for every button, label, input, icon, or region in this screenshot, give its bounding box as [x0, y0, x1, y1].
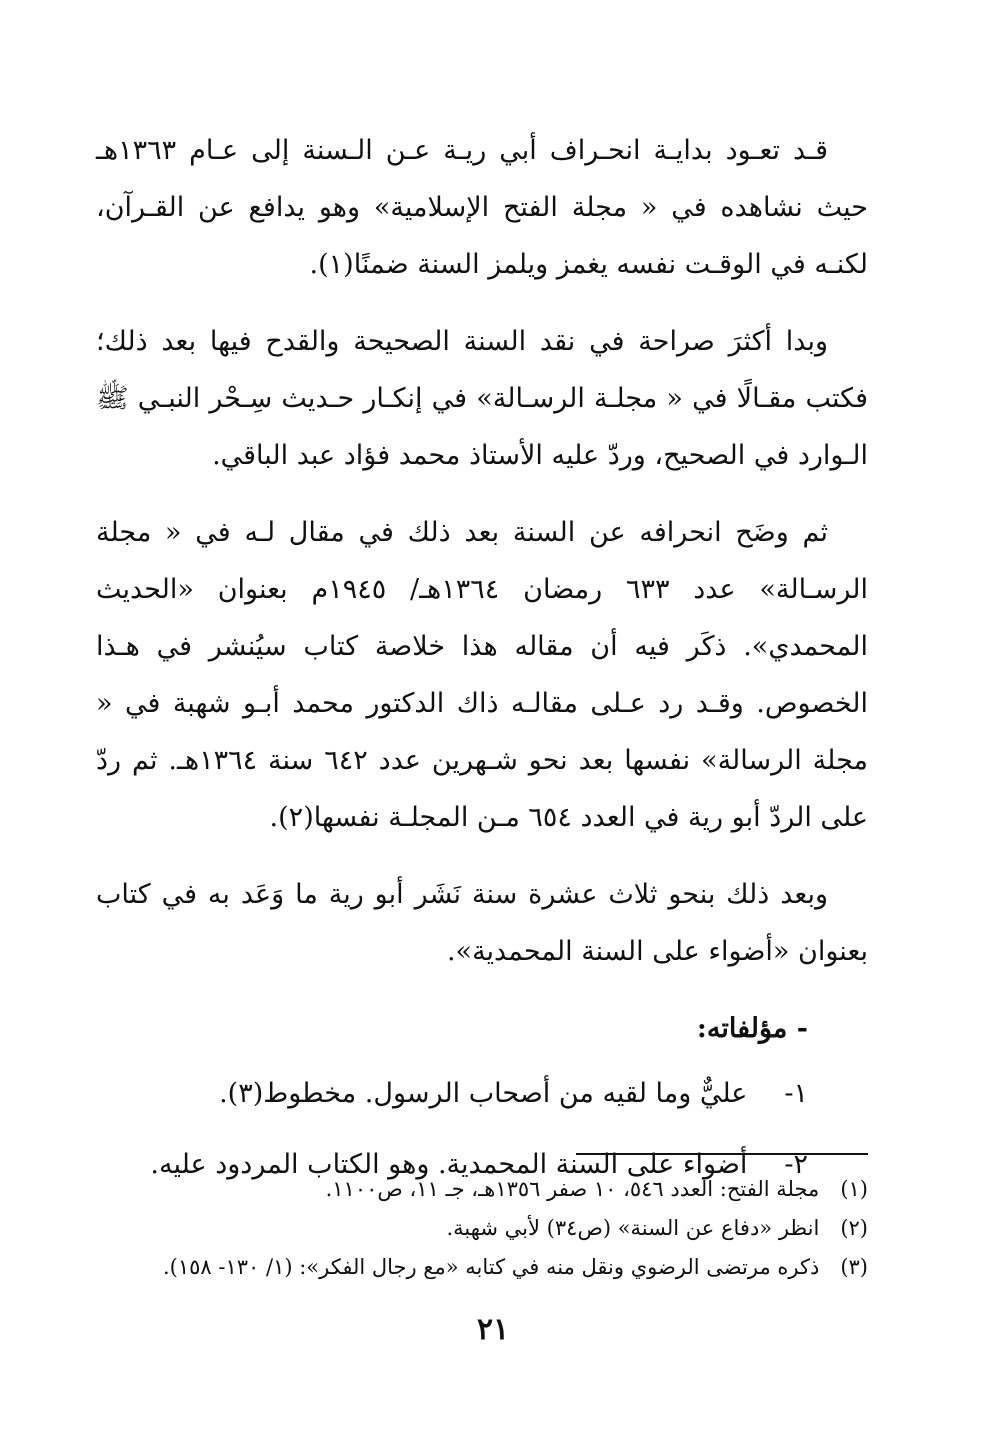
footnote-text: مجلة الفتح: العدد ٥٤٦، ١٠ صفر ١٣٥٦هـ، جـ ١١، ص١١٠٠. [325, 1177, 820, 1201]
page-number: ٢١ [476, 1312, 510, 1347]
footnote-3 [96, 1248, 868, 1287]
works-item-1 [96, 1065, 808, 1122]
footnote-number: (٣) [840, 1255, 868, 1279]
paragraph-4: وبعد ذلك بنحو ثلاث عشرة سنة نَشَر أبو رية ما وَعَد به في كتاب بعنوان «أضواء على السنة المحمدية». [96, 879, 868, 967]
works-item-number: ١- [784, 1078, 808, 1109]
footnote-number: (٢) [840, 1216, 868, 1240]
footnotes [96, 1170, 868, 1287]
footnote-text: ذكره مرتضى الرضوي ونقل منه في كتابه «مع رجال الفكر»: (١/ ١٣٠- ١٥٨). [162, 1255, 820, 1279]
footnote-2 [96, 1209, 868, 1248]
works-item-text: عليٌّ وما لقيه من أصحاب الرسول. مخطوط(٣). [219, 1078, 748, 1109]
paragraph-3: ثم وضَح انحرافه عن السنة بعد ذلك في مقال لـه في « مجلة الرسـالة» عدد ٦٣٣ رمضان ١٣٦٤هـ/ ١٩٤٥م بعنوان «الحديث المحمدي». ذكَر فيه أن مقاله هذا خلاصة كتاب سيُنشر في هـذا الخصوص. وقـد رد عـلى مقالـه ذاك الدكتور محمد أبـو شهبة في « مجلة الرسالة» نفسها بعد نحو شـهرين عدد ٦٤٢ سنة ١٣٦٤هـ. ثم ردّ على الردّ أبو رية في العدد ٦٥٤ مـن المجلـة نفسها(٢). [96, 517, 869, 833]
footnote-number: (١) [840, 1177, 868, 1201]
footnote-text: انظر «دفاع عن السنة» (ص٣٤) لأبي شهبة. [446, 1216, 820, 1240]
paragraph-1: قـد تعـود بدايـة انحـراف أبي ريـة عـن الـسنة إلى عـام ١٣٦٣هـ حيث نشاهده في « مجلة الفتح الإسلامية» وهو يدافع عن القـرآن، لكنـه في الوقـت نفسه يغمز ويلمز السنة ضمنًا(١). [96, 135, 868, 280]
works-item-number: ٢- [784, 1149, 808, 1180]
paragraph-2: وبدا أكثرَ صراحة في نقد السنة الصحيحة والقدح فيها بعد ذلك؛ فكتب مقـالًا في « مجلـة الرسـالة» في إنكـار حـديث سِـحْر النبـي ﷺ الـوارد في الصحيح، وردّ عليه الأستاذ محمد فؤاد عبد الباقي. [96, 326, 868, 471]
footnote-divider [576, 1153, 868, 1155]
main-text [96, 122, 868, 1207]
works-item-text: أضواء على السنة المحمدية. وهو الكتاب المردود عليه. [150, 1149, 748, 1180]
works-heading: - مؤلفاته: [696, 1013, 808, 1044]
footnote-1 [96, 1170, 868, 1209]
